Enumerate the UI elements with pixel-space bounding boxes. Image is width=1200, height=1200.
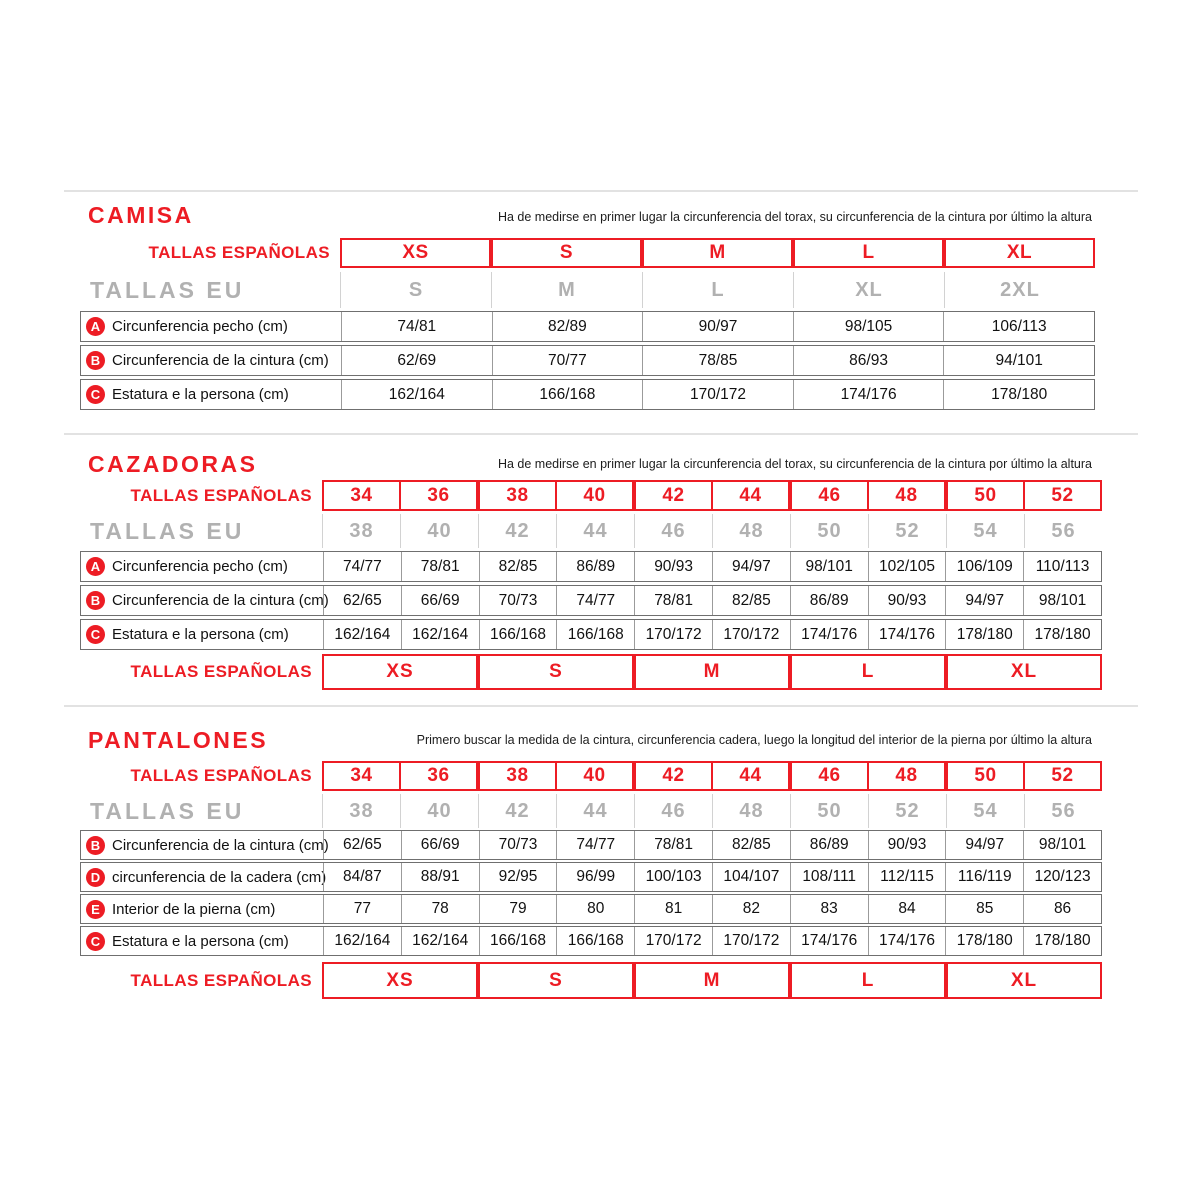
measure-value-cell: 85 [945,895,1023,923]
bottom-size-cell: S [478,962,634,999]
measure-value-cell: 170/172 [712,927,790,955]
measure-note: Ha de medirse en primer lugar la circunferencia del torax, su circunferencia de la cintura por último la altura [497,457,1092,471]
size-header-group [491,238,642,268]
measure-value-cell: 78/85 [642,346,793,375]
bottom-size-cell: L [790,654,946,690]
measure-label-cell [81,895,323,923]
measure-value-cell: 106/113 [943,312,1094,341]
measure-label: Interior de la pierna (cm) [112,900,276,918]
measure-value-cell: 74/77 [323,552,401,581]
size-header-cell: 40 [555,763,632,789]
spanish-sizes-header-row [80,761,1102,791]
size-header-cell: 44 [711,763,788,789]
eu-sizes-label: TALLAS EU [90,797,245,824]
eu-sizes-label: TALLAS EU [90,517,245,544]
measure-value-cell: 78/81 [401,552,479,581]
measure-value-cell: 110/113 [1023,552,1101,581]
bottom-size-cell: XL [946,962,1102,999]
size-header-cell: 42 [662,484,685,506]
spanish-sizes-label: TALLAS ESPAÑOLAS [130,970,312,990]
size-header-group [322,761,478,791]
spanish-sizes-header-row [80,480,1102,511]
measure-value-cell: 102/105 [868,552,946,581]
measure-value-cell: 162/164 [323,620,401,649]
size-header-group [478,480,634,511]
size-header-cell: 36 [399,482,476,509]
measure-value-cell: 77 [323,895,401,923]
size-header-cell: 44 [711,482,788,509]
measure-value-cell: 178/180 [945,620,1023,649]
eu-size-cell: 54 [946,794,1024,828]
measure-value-cell: 66/69 [401,586,479,615]
measure-value-cell: 112/115 [868,863,946,891]
bottom-size-cell: S [478,654,634,690]
measure-row [80,345,1095,376]
eu-size-cell: 48 [712,794,790,828]
eu-size-cell: 44 [556,794,634,828]
measure-value-cell: 62/65 [323,831,401,859]
measure-value-cell: 78/81 [634,586,712,615]
measure-value-cell: 162/164 [401,927,479,955]
measure-label-cell [81,831,329,859]
measure-row [80,862,1102,892]
measure-value-cell: 82/89 [492,312,643,341]
measure-value-cell: 66/69 [401,831,479,859]
eu-size-cell: 54 [946,514,1024,548]
measure-row [80,585,1102,616]
spanish-sizes-header-row [80,238,1095,268]
size-header-group [946,480,1102,511]
measure-value-cell: 98/101 [1023,831,1101,859]
bottom-size-cell: M [634,654,790,690]
measure-value-cell: 108/111 [790,863,868,891]
size-header-cell: XS [402,242,429,263]
size-table [80,480,1102,690]
size-header-group [642,238,793,268]
size-header-cell: 50 [974,484,997,506]
section-title: PANTALONES [88,727,269,753]
measure-value-cell: 96/99 [556,863,634,891]
measure-row [80,619,1102,650]
measure-label: Circunferencia pecho (cm) [112,558,288,575]
bottom-spanish-sizes-row [80,654,1102,690]
measure-value-cell: 90/93 [868,586,946,615]
measure-value-cell: 100/103 [634,863,712,891]
measure-value-cell: 162/164 [401,620,479,649]
bottom-size-cell: XL [946,654,1102,690]
size-header-group [946,761,1102,791]
measure-value-cell: 92/95 [479,863,557,891]
measure-label: Circunferencia pecho (cm) [112,318,288,335]
measure-value-cell: 79 [479,895,557,923]
size-header-cell: XL [1006,242,1033,263]
measure-value-cell: 62/65 [323,586,401,615]
size-header-cell: 38 [506,484,529,506]
measure-value-cell: 62/69 [341,346,492,375]
size-header-cell: 48 [867,482,944,509]
section-title: CAZADORAS [88,451,258,477]
size-table [80,761,1102,999]
eu-sizes-row [80,794,1102,828]
measure-value-cell: 178/180 [1023,620,1101,649]
measure-label: Estatura e la persona (cm) [112,626,289,643]
eu-size-cell: 40 [400,514,478,548]
measure-value-cell: 178/180 [943,380,1094,409]
measure-value-cell: 98/105 [793,312,944,341]
measure-value-cell: 83 [790,895,868,923]
measure-value-cell: 170/172 [634,927,712,955]
measure-value-cell: 170/172 [634,620,712,649]
size-header-group [793,238,944,268]
eu-size-cell: 50 [790,794,868,828]
measure-value-cell: 174/176 [868,620,946,649]
eu-sizes-row [80,272,1095,308]
measure-badge: C [86,385,105,404]
spanish-sizes-label: TALLAS ESPAÑOLAS [130,766,312,785]
measure-row [80,830,1102,860]
measure-value-cell: 170/172 [712,620,790,649]
size-table [80,238,1095,410]
measure-label: Estatura e la persona (cm) [112,932,289,950]
measure-value-cell: 166/168 [479,927,557,955]
measure-value-cell: 88/91 [401,863,479,891]
size-header-group [634,480,790,511]
measure-value-cell: 81 [634,895,712,923]
eu-size-cell: M [491,272,642,308]
measure-value-cell: 90/93 [634,552,712,581]
section-divider [64,705,1138,707]
spanish-sizes-label: TALLAS ESPAÑOLAS [130,485,312,505]
measure-row [80,379,1095,410]
measure-label-cell [81,346,341,375]
measure-value-cell: 166/168 [556,927,634,955]
bottom-size-cell: XS [322,654,478,690]
size-table-section-cazadoras [0,433,1200,705]
size-header-group [322,480,478,511]
measure-value-cell: 162/164 [323,927,401,955]
eu-size-cell: 52 [868,514,946,548]
measure-value-cell: 116/119 [945,863,1023,891]
eu-size-cell: 48 [712,514,790,548]
size-header-cell: 52 [1023,763,1100,789]
measure-value-cell: 70/73 [479,831,557,859]
measure-badge: C [86,625,105,644]
measure-label: circunferencia de la cadera (cm) [112,868,327,886]
measure-value-cell: 82/85 [712,586,790,615]
size-header-group [478,761,634,791]
size-table-section-pantalones [0,705,1200,1005]
eu-size-cell: 46 [634,794,712,828]
measure-value-cell: 90/93 [868,831,946,859]
bottom-spanish-sizes-row [80,962,1102,999]
eu-size-cell: 52 [868,794,946,828]
section-divider [64,433,1138,435]
measure-value-cell: 94/101 [943,346,1094,375]
eu-size-cell: 56 [1024,794,1102,828]
measure-badge: A [86,317,105,336]
size-header-cell: L [862,242,875,263]
eu-size-cell: 42 [478,514,556,548]
size-header-cell: M [709,242,726,263]
eu-size-cell: 44 [556,514,634,548]
measure-value-cell: 82/85 [479,552,557,581]
eu-size-cell: 38 [322,794,400,828]
eu-size-cell: 2XL [944,272,1095,308]
measure-value-cell: 120/123 [1023,863,1101,891]
measure-badge: C [86,932,105,951]
measure-label: Circunferencia de la cintura (cm) [112,592,329,609]
measure-value-cell: 104/107 [712,863,790,891]
measure-value-cell: 80 [556,895,634,923]
measure-value-cell: 78 [401,895,479,923]
section-divider [64,190,1138,192]
size-header-group [944,238,1095,268]
size-header-cell: 48 [867,763,944,789]
measure-value-cell: 84/87 [323,863,401,891]
size-header-cell: 46 [818,765,841,786]
size-header-cell: S [559,242,574,263]
measure-row [80,894,1102,924]
size-table-section-camisa [0,190,1200,433]
size-header-cell: 34 [350,484,373,506]
measure-value-cell: 86 [1023,895,1101,923]
measure-badge: B [86,591,105,610]
measure-value-cell: 174/176 [790,620,868,649]
measure-value-cell: 162/164 [341,380,492,409]
measure-value-cell: 174/176 [790,927,868,955]
measure-badge: B [86,351,105,370]
measure-value-cell: 170/172 [642,380,793,409]
eu-size-cell: 38 [322,514,400,548]
size-header-group [340,238,491,268]
measure-value-cell: 86/93 [793,346,944,375]
eu-size-cell: 42 [478,794,556,828]
measure-value-cell: 82/85 [712,831,790,859]
measure-label-cell [81,586,329,615]
measure-value-cell: 174/176 [868,927,946,955]
measure-value-cell: 98/101 [1023,586,1101,615]
measure-label-cell [81,620,323,649]
measure-value-cell: 86/89 [556,552,634,581]
measure-label-cell [81,312,341,341]
size-header-group [634,761,790,791]
section-title: CAMISA [88,202,194,228]
measure-value-cell: 86/89 [790,586,868,615]
measure-value-cell: 174/176 [793,380,944,409]
size-header-cell: 36 [399,763,476,789]
eu-sizes-row [80,514,1102,548]
measure-value-cell: 70/73 [479,586,557,615]
measure-label: Estatura e la persona (cm) [112,386,289,403]
eu-size-cell: 50 [790,514,868,548]
bottom-size-cell: M [634,962,790,999]
size-header-cell: 50 [974,765,997,786]
measure-value-cell: 166/168 [479,620,557,649]
measure-value-cell: 94/97 [945,586,1023,615]
measure-label: Circunferencia de la cintura (cm) [112,352,329,369]
eu-size-cell: 56 [1024,514,1102,548]
measure-value-cell: 74/77 [556,586,634,615]
measure-value-cell: 178/180 [945,927,1023,955]
size-header-cell: 40 [555,482,632,509]
measure-value-cell: 166/168 [492,380,643,409]
size-header-group [790,480,946,511]
measure-value-cell: 82 [712,895,790,923]
measure-row [80,311,1095,342]
measure-label-cell [81,927,323,955]
measure-row [80,551,1102,582]
size-header-cell: 38 [506,765,529,786]
measure-value-cell: 94/97 [712,552,790,581]
measure-value-cell: 70/77 [492,346,643,375]
measure-value-cell: 74/77 [556,831,634,859]
measure-value-cell: 86/89 [790,831,868,859]
bottom-size-cell: L [790,962,946,999]
size-header-group [790,761,946,791]
measure-badge: D [86,868,105,887]
measure-value-cell: 84 [868,895,946,923]
eu-size-cell: 46 [634,514,712,548]
measure-value-cell: 178/180 [1023,927,1101,955]
measure-badge: A [86,557,105,576]
eu-size-cell: S [340,272,491,308]
measure-value-cell: 90/97 [642,312,793,341]
measure-row [80,926,1102,956]
measure-value-cell: 74/81 [341,312,492,341]
measure-note: Primero buscar la medida de la cintura, circunferencia cadera, luego la longitud del interior de la pierna por último la altura [416,733,1092,747]
spanish-sizes-label: TALLAS ESPAÑOLAS [130,662,312,681]
size-header-cell: 34 [350,765,373,786]
measure-value-cell: 166/168 [556,620,634,649]
size-header-cell: 42 [662,765,685,786]
size-header-cell: 52 [1023,482,1100,509]
eu-size-cell: L [642,272,793,308]
measure-badge: E [86,900,105,919]
spanish-sizes-label: TALLAS ESPAÑOLAS [148,243,330,262]
eu-size-cell: 40 [400,794,478,828]
measure-value-cell: 106/109 [945,552,1023,581]
measure-note: Ha de medirse en primer lugar la circunferencia del torax, su circunferencia de la cintura por último la altura [497,210,1092,224]
measure-label-cell [81,863,327,891]
eu-sizes-label: TALLAS EU [90,276,245,303]
measure-badge: B [86,836,105,855]
measure-value-cell: 94/97 [945,831,1023,859]
size-header-cell: 46 [818,484,841,506]
measure-label: Circunferencia de la cintura (cm) [112,836,329,854]
eu-size-cell: XL [793,272,944,308]
measure-label-cell [81,380,341,409]
measure-value-cell: 78/81 [634,831,712,859]
measure-label-cell [81,552,323,581]
measure-value-cell: 98/101 [790,552,868,581]
bottom-size-cell: XS [322,962,478,999]
